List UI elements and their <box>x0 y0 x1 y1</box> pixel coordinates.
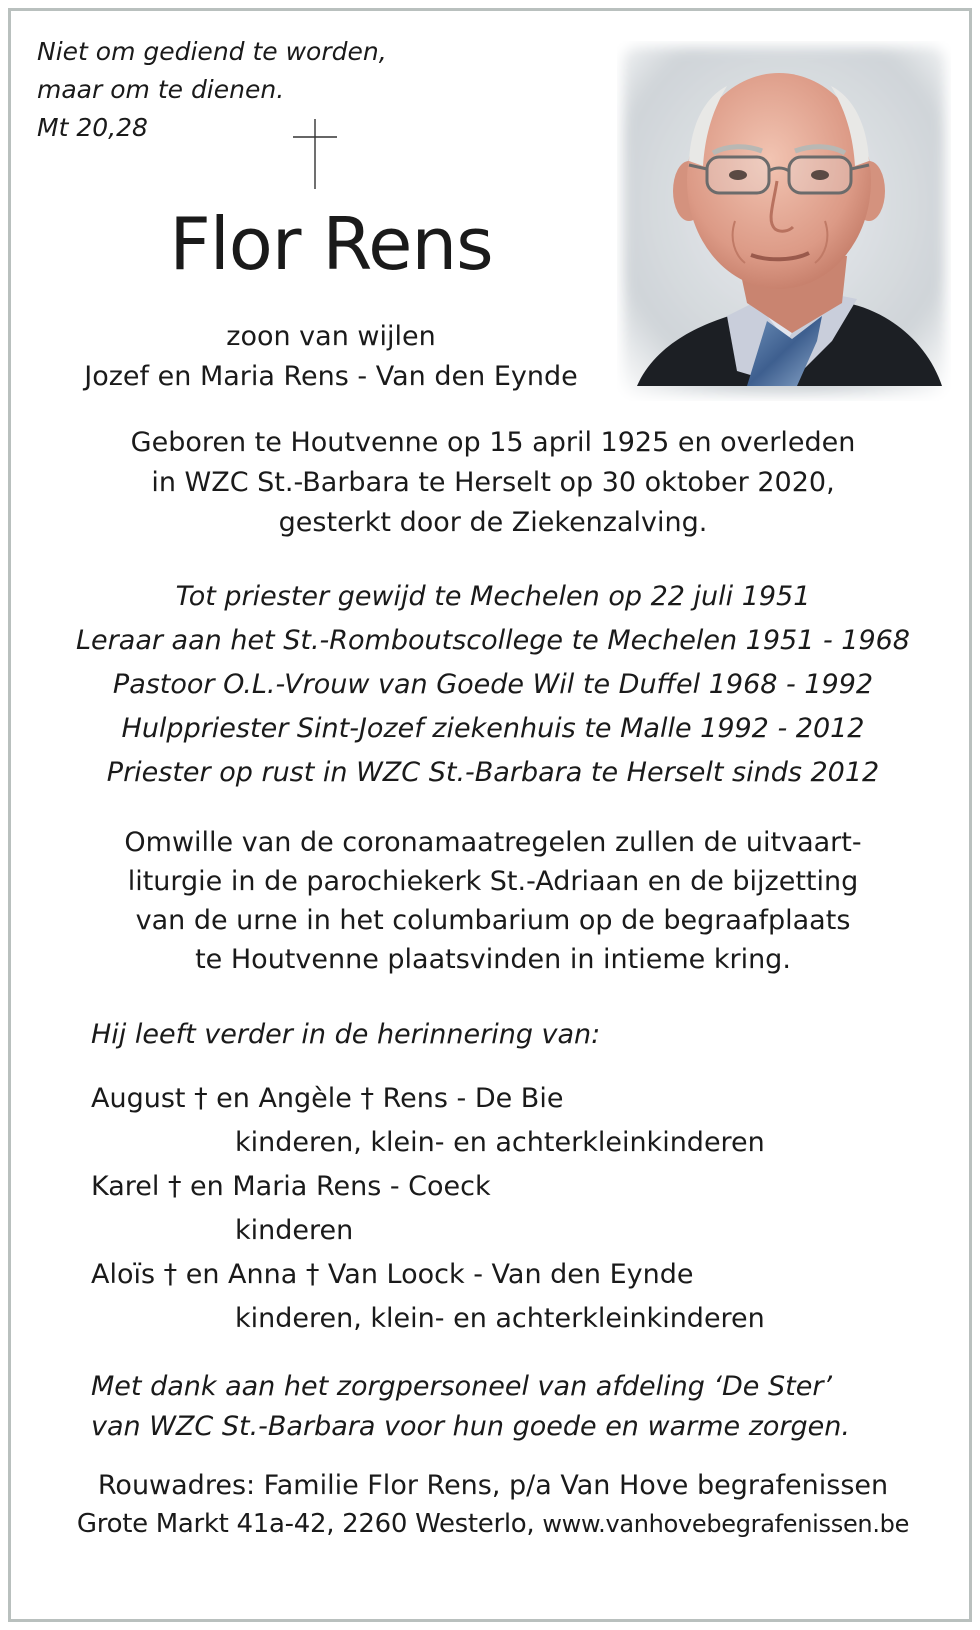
address-street: Grote Markt 41a-42, 2260 Westerlo, <box>76 1509 535 1539</box>
funeral-line: liturgie in de parochiekerk St.-Adriaan en de bijzetting <box>127 866 859 897</box>
career-line: Priester op rust in WZC St.-Barbara te Herselt sinds 2012 <box>106 757 880 788</box>
obituary-card <box>8 8 972 1622</box>
family-sub: kinderen, klein- en achterkleinkinderen <box>235 1303 765 1334</box>
parents-line-2: Jozef en Maria Rens - Van den Eynde <box>84 361 578 392</box>
thanks-line-2: van WZC St.-Barbara voor hun goede en warme zorgen. <box>91 1411 850 1442</box>
quote-line-1: Niet om gediend te worden, <box>37 37 387 66</box>
career-line: Pastoor O.L.-Vrouw van Goede Wil te Duffel 1968 - 1992 <box>112 669 874 700</box>
career-line: Tot priester gewijd te Mechelen op 22 juli 1951 <box>175 581 811 612</box>
career-line: Hulppriester Sint-Jozef ziekenhuis te Malle 1992 - 2012 <box>121 713 865 744</box>
website-link[interactable]: www.vanhovebegrafenissen.be <box>542 1510 910 1538</box>
thanks-line-1: Met dank aan het zorgpersoneel van afdeling ‘De Ster’ <box>91 1371 832 1402</box>
family-list <box>91 1077 765 1341</box>
quote-reference: Mt 20,28 <box>37 113 148 142</box>
parents-line-1: zoon van wijlen <box>226 321 436 352</box>
address-line-2 <box>21 1505 965 1543</box>
birth-line-3: gesterkt door de Ziekenzalving. <box>278 507 708 538</box>
memory-heading: Hij leeft verder in de herinnering van: <box>91 1019 601 1050</box>
birth-line-2: in WZC St.-Barbara te Herselt op 30 oktober 2020, <box>151 467 835 498</box>
birth-line-1: Geboren te Houtvenne op 15 april 1925 en overleden <box>130 427 856 458</box>
quote-line-2: maar om te dienen. <box>37 75 285 104</box>
funeral-line: van de urne in het columbarium op de begraafplaats <box>135 905 851 936</box>
funeral-notice <box>21 823 965 979</box>
family-main: Aloïs † en Anna † Van Loock - Van den Eynde <box>91 1259 694 1290</box>
thanks-text <box>91 1367 850 1447</box>
funeral-line: Omwille van de coronamaatregelen zullen de uitvaart- <box>124 827 862 858</box>
family-sub: kinderen, klein- en achterkleinkinderen <box>235 1127 765 1158</box>
family-main: Karel † en Maria Rens - Coeck <box>91 1171 491 1202</box>
parents-text <box>31 317 631 397</box>
address-line-1: Rouwadres: Familie Flor Rens, p/a Van Hove begrafenissen <box>97 1470 889 1501</box>
family-main: August † en Angèle † Rens - De Bie <box>91 1083 564 1114</box>
funeral-line: te Houtvenne plaatsvinden in intieme kring. <box>195 944 791 975</box>
career-line: Leraar aan het St.-Romboutscollege te Mechelen 1951 - 1968 <box>76 625 910 656</box>
portrait-photo <box>617 41 951 401</box>
family-sub: kinderen <box>235 1215 354 1246</box>
birth-death-text <box>21 423 965 543</box>
career-list <box>21 575 965 795</box>
deceased-name: Flor Rens <box>169 202 493 286</box>
cross-icon <box>291 119 339 189</box>
